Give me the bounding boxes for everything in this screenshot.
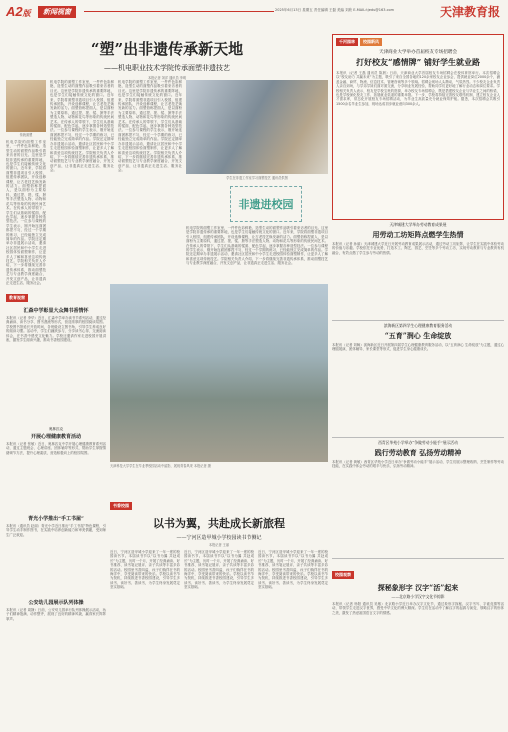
b3-kicker: 西青区华苑小学举办“争做劳动小能手”展示活动 [378, 440, 458, 445]
a2-body: 本报讯（记者 张敏）近日，奥林匹克中学开展心理健康教育系列活动，通过主题班会、心理讲座、团体辅导等形式，帮助学生掌握情绪调节方法，提升心理素质，营造积极向上的校园氛围。 [6, 442, 106, 455]
b1-title: 用劳动工坊矩阵点燃学生热情 [372, 230, 464, 239]
b2-body: 本报讯（记者 刘畅）滨海新区近日开展第四届学生心理健康教育服务活动，以“五育润心 生命绽放”为主题，通过心理剧展演、团体辅导、家长课堂等形式，促进学生身心健康成长。 [332, 343, 504, 352]
left-column-label: 教育视窗 [6, 294, 28, 302]
lead-story [6, 36, 328, 285]
lead-small-photo-label: 传统面塑 [19, 133, 33, 137]
feature-kicker: 千河园林 [336, 38, 358, 46]
b4-subtitle: ——北京路小学汉字文化节掠影 [391, 594, 445, 599]
lead-main-photo [186, 80, 328, 174]
campus-photo [110, 284, 328, 462]
lead-body-col3: 机电学院的面塑工作室里，一件件色彩鲜艳、造型生动的面塑作品吸引着来访者的目光。这里是学院非遗传承的重要阵地，也是学生们接触传统文化的窗口。近年来，学院将面塑非遗项目引入校园，组建传承团队，开设选修课程，让古老技艺焕发新的活力。面塑俗称捏面人，是以面粉为主要原料，通过捏、搓、揉、掀等手法塑造人物、动物和花鸟等形象的传统民间艺术。在传承人的带领下，学生们从基础的揉面、配色学起，逐步掌握各种造型技法。一位参与课程的学生表示，刚开始连面团都捏不匀，经过一个学期的练习，已经能独立完成简单的作品。学院还定期举办非遗展示活动，邀请社区居民和中小学生走进校园体验面塑制作，让更多人了解和喜爱这项传统技艺。学院相关负责人介绍，下一步将继续完善非遗传承体系，推动面塑技艺与专业教学深度融合，开发文创产品，让非遗真正走进生活、服务社会。 [186, 226, 328, 266]
lead-byline: 本报记者 刘洋 通讯员 李明 [147, 76, 187, 80]
campus-photo-caption: 天津科技大学学生在毕业季校园活动中留影，展现青春风采 本报记者 摄 [110, 464, 211, 468]
a4-body: 本报讯（记者 周静）日前，公安幼儿园举行队列体操展示活动，孩子们精神饱满、动作整齐，展现了良好的精神风貌，赢得家长阵阵掌声。 [6, 608, 106, 621]
feature-title2: 打好校友“感情牌” 铺好学生就业路 [356, 57, 480, 67]
b1-kicker: 天津城建大学举办劳动教育成果展 [389, 222, 447, 227]
lead-body-col2: 机电学院的面塑工作室里，一件件色彩鲜艳、造型生动的面塑作品吸引着来访者的目光。这里是学院非遗传承的重要阵地，也是学生们接触传统文化的窗口。近年来，学院将面塑非遗项目引入校园，组建传承团队，开设选修课程，让古老技艺焕发新的活力。面塑俗称捏面人，是以面粉为主要原料，通过捏、搓、揉、掀等手法塑造人物、动物和花鸟等形象的传统民间艺术。在传承人的带领下，学生们从基础的揉面、配色学起，逐步掌握各种造型技法。一位参与课程的学生表示，刚开始连面团都捏不匀，经过一个学期的练习，已经能独立完成简单的作品。学院还定期举办非遗展示活动，邀请社区居民和中小学生走进校园体验面塑制作，让更多人了解和喜爱这项传统技艺。学院相关负责人介绍，下一步将继续完善非遗传承体系，推动面塑技艺与专业教学深度融合，开发文创产品，让非遗真正走进生活、服务社会。 [118, 80, 182, 173]
a1-title: 汇森中学彰显大众舞书香情怀 [23, 308, 89, 314]
feature-kicker2: 校园新风 [360, 38, 382, 46]
lead-body-col1: 机电学院的面塑工作室里，一件件色彩鲜艳、造型生动的面塑作品吸引着来访者的目光。这里是学院非遗传承的重要阵地，也是学生们接触传统文化的窗口。近年来，学院将面塑非遗项目引入校园，组建传承团队，开设选修课程，让古老技艺焕发新的活力。面塑俗称捏面人，是以面粉为主要原料，通过捏、搓、揉、掀等手法塑造人物、动物和花鸟等形象的传统民间艺术。在传承人的带领下，学生们从基础的揉面、配色学起，逐步掌握各种造型技法。一位参与课程的学生表示，刚开始连面团都捏不匀，经过一个学期的练习，已经能独立完成简单的作品。学院还定期举办非遗展示活动，邀请社区居民和中小学生走进校园体验面塑制作，让更多人了解和喜爱这项传统技艺。学院相关负责人介绍，下一步将继续完善非遗传承体系，推动面塑技艺与专业教学深度融合，开发文创产品，让非遗真正走进生活、服务社会。 [50, 80, 114, 173]
lead-subtitle: ——机电职业技术学院传承面塑非遗技艺 [104, 64, 230, 72]
feature-body: 本报讯（记者 王磊 通讯员 陈晨）日前，天津商业大学首届校友专场招聘会在校体育馆举行。本次招聘会以“校友助力 共赢未来”为主题，吸引了来自全国各地的120余家校友企业参会，提供就业岗位2000余个，涵盖金融、商贸、物流、信息技术、管理咨询等多个领域。招聘会现场人头攒动，气氛热烈。不少校友企业负责人亲自到场，与学弟学妹们面对面交流，分享职业发展经验，帮助同学们更好地了解行业动态和岗位要求。学校相关负责人表示，校友是学校宝贵的资源，举办校友专场招聘会，既是搭建校友企业与毕业生之间的桥梁，也是学校深化校友工作、拓展就业渠道的重要举措。下一步，学校将持续完善校友联络机制，建立校友企业人才需求库，常态化开展校友专场招聘活动，为毕业生高质量充分就业保驾护航。据悉，本次招聘会共吸引1500余名毕业生参加，现场达成初步就业意向300余人。 [336, 71, 500, 106]
section-label: 新闻视窗 [38, 6, 76, 18]
bottom-subtitle: ——宁河区造甲城小学校园读书节侧记 [176, 535, 262, 541]
bottom-body-col3: 近日，宁河区造甲城小学迎来了一年一度的校园读书节。本届读书节以“以书为翼 共赴成长”为主题，历时一个月，开展了经典诵读、好书推荐、读书笔记展评、亲子共读等丰富多彩的活动。校园里书香四溢，孩子们徜徉在书的海洋中，享受阅读带来的快乐。学校以读书节为契机，持续推进书香校园建设，引导学生多读书、读好书、善读书，为学生终身发展奠定坚实基础。 [258, 550, 328, 590]
b4-label: 校园观察 [332, 571, 354, 579]
a2-kicker: 奥林匹克 [48, 427, 64, 431]
bottom-body-col2: 近日，宁河区造甲城小学迎来了一年一度的校园读书节。本届读书节以“以书为翼 共赴成长”为主题，历时一个月，开展了经典诵读、好书推荐、读书笔记展评、亲子共读等丰富多彩的活动。校园里书香四溢，孩子们徜徉在书的海洋中，享受阅读带来的快乐。学校以读书节为契机，持续推进书香校园建设，引导学生多读书、读好书、善读书，为学生终身发展奠定坚实基础。 [184, 550, 254, 590]
lead-title: “塑”出非遗传承新天地 [90, 40, 244, 58]
b3-title: 践行劳动教育 弘扬劳动精神 [374, 448, 462, 457]
bottom-label: 书香校园 [110, 502, 132, 510]
lead-photo-caption: 学生在非遗工作室学习面塑技艺 通讯员供图 [226, 176, 288, 180]
page-number: A2版 [6, 4, 31, 19]
a3-body: 本报讯（通讯员 赵丽）青光小学近日推出“手工书屋”特色课程，引导学生动手制作图书，在实践中培养创新能力和审美情趣，受到师生广泛欢迎。 [6, 524, 106, 537]
feature-title1: 天津商业大学举办首届校友专场招聘会 [378, 50, 458, 55]
a4-title: 公安幼儿园展示队列体操 [28, 600, 84, 606]
masthead-logo: 天津教育报 [440, 5, 501, 19]
a1-body: 本报讯（记者 李华）近日，汇森中学举办读书节系列活动，通过经典诵读、读书分享、图书漂流等形式，营造浓厚的校园阅读氛围。学校图书馆延长开放时间，各班级设立图书角，引导学生养成良好的阅读习惯。活动中，学生们踊跃参与，分享读书心得，交流阅读体会，在书香中感受文化魅力。学校还邀请作家走进校园开展讲座，激发学生阅读兴趣，推动书香校园建设。 [6, 316, 106, 343]
left-column [6, 284, 106, 724]
b2-title: “五育”润心 生命绽放 [384, 331, 452, 340]
b2-kicker: 滨海新区第四学生心理健康教育服务活动 [383, 323, 453, 328]
lead-body-col0: 机电学院的面塑工作室里，一件件色彩鲜艳、造型生动的面塑作品吸引着来访者的目光。这里是学院非遗传承的重要阵地，也是学生们接触传统文化的窗口。近年来，学院将面塑非遗项目引入校园，组建传承团队，开设选修课程，让古老技艺焕发新的活力。面塑俗称捏面人，是以面粉为主要原料，通过捏、搓、揉、掀等手法塑造人物、动物和花鸟等形象的传统民间艺术。在传承人的带领下，学生们从基础的揉面、配色学起，逐步掌握各种造型技法。一位参与课程的学生表示，刚开始连面团都捏不匀，经过一个学期的练习，已经能独立完成简单的作品。学院还定期举办非遗展示活动，邀请社区居民和中小学生走进校园体验面塑制作，让更多人了解和喜爱这项传统技艺。学院相关负责人介绍，下一步将继续完善非遗传承体系，推动面塑技艺与专业教学深度融合，开发文创产品，让非遗真正走进生活、服务社会。 [6, 140, 46, 285]
right-column [332, 222, 504, 730]
b3-body: 本报讯（记者 黄敏）西青区华苑小学近日举办“争做劳动小能手”展示活动，学生们展示整理收纳、烹饪制作等劳动技能，在实践中体会劳动的艰辛与快乐，弘扬劳动精神。 [332, 460, 504, 469]
feature-stamp: 非遗进校园 [230, 186, 302, 222]
bottom-title: 以书为翼，共赴成长新旅程 [153, 517, 285, 530]
bottom-byline: 本报记者 王丽 [208, 543, 230, 547]
header-meta: 2025年6月13日 星期五 责任编辑 王磊 美编 刘欣 E-MAIL:tjedu@163.com [275, 8, 395, 12]
page-header [0, 0, 508, 34]
b1-body: 本报讯（记者 孙丽）天津城建大学近日开展劳动教育成果展示活动，通过劳动工坊矩阵，让学生在实践中体验劳动的价值与乐趣。学校依托专业优势，打造木工、陶艺、园艺、烹饪等多个劳动工坊，实现劳动教育与专业教育有机融合，有效点燃了学生参与劳动的热情。 [332, 242, 504, 255]
lead-small-photo [6, 80, 46, 132]
b4-title: 探秘象形字 汉字“活”起来 [377, 583, 459, 592]
b4-body: 本报讯（记者 杨阳 通讯员 吴敏）北京路小学近日举办汉字文化节，通过象形字探秘、汉字书写、字谜竞猜等活动，带领学生走进汉字世界，感受中华文化的博大精深。学生们在活动中了解汉字的起源与演变，领略汉字的形体之美，激发了热爱祖国语言文字的情感。 [332, 602, 504, 615]
bottom-story [110, 492, 328, 728]
a3-title: 青光小学推出“手工书屋” [28, 516, 84, 522]
bottom-body-col1: 近日，宁河区造甲城小学迎来了一年一度的校园读书节。本届读书节以“以书为翼 共赴成长”为主题，历时一个月，开展了经典诵读、好书推荐、读书笔记展评、亲子共读等丰富多彩的活动。校园里书香四溢，孩子们徜徉在书的海洋中，享受阅读带来的快乐。学校以读书节为契机，持续推进书香校园建设，引导学生多读书、读好书、善读书，为学生终身发展奠定坚实基础。 [110, 550, 180, 590]
feature-box [332, 34, 504, 220]
a2-title: 开展心理健康教育活动 [30, 434, 81, 440]
